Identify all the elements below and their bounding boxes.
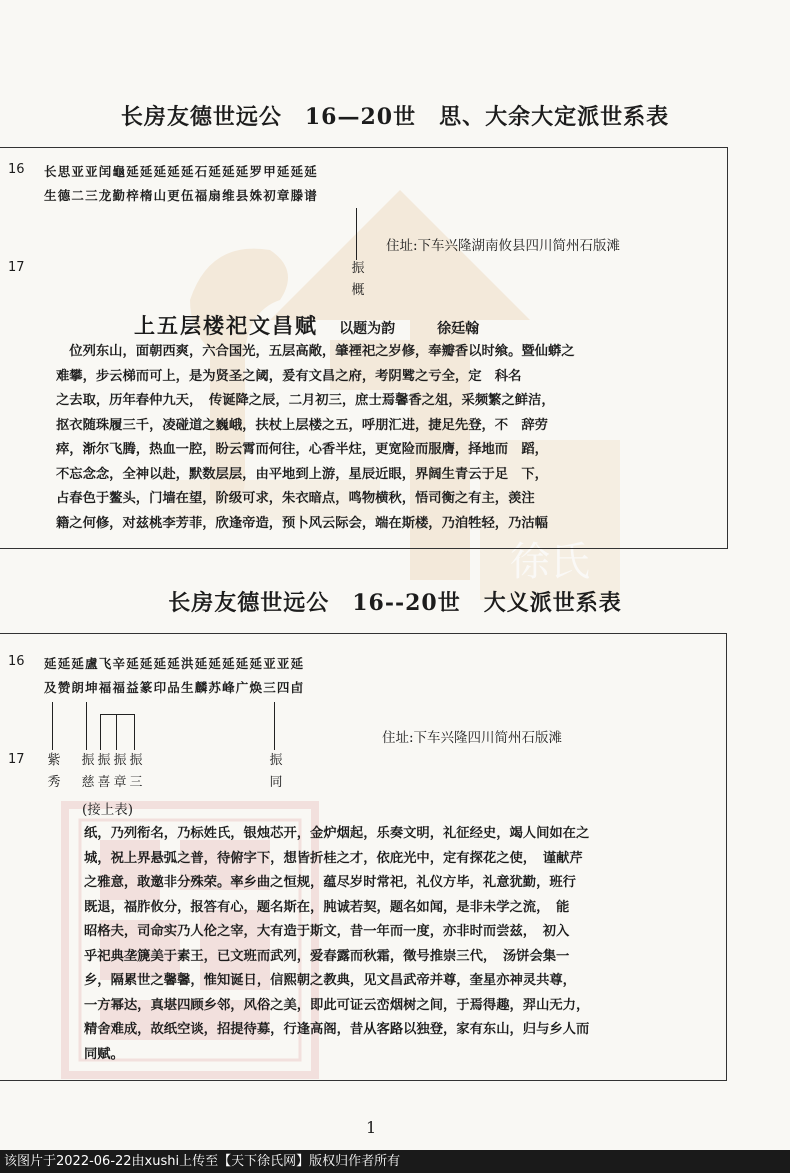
ancestor-names-row: 延延延盧飞辛延延延延洪延延延延延亚亚延 (44, 656, 305, 671)
ancestor-names-row-2: 生德二三龙勤梓楕山更伍福扇维县姝初章滕谱 (44, 188, 319, 203)
poem-line: 精舍难成，故纸空谈，招提待募，行逢高阁，昔从客路以独登，家有东山，归与乡人而 (84, 1022, 590, 1037)
child-name: 振同 (269, 753, 283, 790)
poem-line: 籍之何修，对兹桃李芳菲，欣逢帝造，预卜风云际会，端在斯楼，乃洎牲轻，乃沽幅 (56, 515, 548, 531)
poem-line: 昭格夫，司命实乃人伦之宰，大有造于斯文，昔一年而一度，亦非时而尝兹， 初入 (84, 924, 570, 939)
section-title-dayi: 长房友德世远公 16--20世 大义派世系表 (168, 590, 622, 616)
child-name: 振概 (351, 261, 365, 298)
poem-line: 之雅意，敢邀非分殊荣。率乡曲之恒规，蕴尽岁时常祀，礼仪方毕，礼意犹勤，班行 (84, 875, 576, 890)
lineage-connector (100, 714, 134, 715)
child-name: 振章 (113, 753, 127, 790)
poem-line: 不忘念念，全神以赴，默数层层，由平地到上游，星辰近眼，界阔生青云于足 下， (56, 466, 548, 482)
generation-label-17: 17 (8, 260, 25, 275)
poem-line: 乎祀典垄篪美于素王，已文班而武列，爱春露而秋霜，徵号推崇三代， 汤饼会集一 (84, 948, 570, 964)
lineage-connector (100, 714, 101, 750)
ancestor-names-row-2: 及赞朗坤福福益篆印品生麟苏峰广焕三四卣 (44, 680, 305, 695)
address-text: 住址:下车兴隆四川简州石版滩 (382, 730, 563, 746)
poem-line: 难攀，步云梯而可上，是为贤圣之阈，爰有文昌之府，考阴骘之亏全，定 科名 (56, 368, 522, 384)
child-name: 振喜 (97, 753, 111, 790)
poem-line: 抠衣随珠履三千，凌碰道之巍峨，扶杖上层楼之五，呼朋汇进，捷足先登，不 辞劳 (56, 417, 548, 433)
poem-line: 占春色于鳌头，门墙在望，阶级可求，朱衣暗点，鸣物横秋，悟司衡之有主，羡注 (56, 491, 535, 506)
poem-subtitle: 以题为韵 徐廷翰 (339, 321, 480, 337)
poem-line: 位列东山，面朝西爽，六合国光，五层高敞，肇禋祀之岁修，奉瓣香以时飨。暨仙蟒之 (56, 344, 575, 359)
genealogy-table-sidian (0, 147, 728, 549)
lineage-connector (274, 702, 275, 750)
svg-text:徐氏: 徐氏 (510, 539, 590, 585)
page-number: 1 (366, 1118, 377, 1137)
continued-note: (接上表) (82, 802, 134, 818)
child-name: 紫秀 (47, 753, 61, 790)
lineage-connector (52, 702, 53, 750)
poem-line: 一方幂达，真堪四顾乡邻，风俗之美，即此可证云峦烟树之间，于焉得趣，羿山无力， (84, 997, 590, 1013)
section-title-sidian: 长房友德世远公 16—20世 思、大余大定派世系表 (120, 104, 670, 130)
poem-line: 瘁，渐尔飞腾，热血一腔，盼云霄而何往，心香半炷，更宽险而服膺，择地而 蹈， (56, 442, 548, 457)
upload-credit-bar: 该图片于2022-06-22由xushi上传至【天下徐氏网】版权归作者所有 (0, 1150, 790, 1173)
poem-line: 之去取，历年春仲九天， 传诞降之辰，二月初三，庶士焉馨香之俎，采频繁之鲜洁， (56, 393, 555, 408)
lineage-connector (116, 714, 117, 750)
poem-title-line (134, 310, 479, 340)
poem-line: 同赋。 (84, 1046, 124, 1062)
child-name: 振慈 (81, 753, 95, 790)
poem-body-part2 (84, 822, 589, 1067)
ancestor-names-row: 长思亚亚闰龜延延延延延石延延延罗甲延延延 (44, 164, 319, 179)
generation-label-17: 17 (8, 752, 25, 767)
poem-line: 乡，隔累世之馨馨，惟知诞日，信熙朝之教典，见文昌武帝并尊，奎星亦神灵共尊， (84, 973, 576, 988)
poem-title: 上五层楼祀文昌赋 (134, 313, 318, 338)
generation-label-16: 16 (8, 654, 25, 669)
poem-line: 既退，福胙攸分，报答有心，题名斯在，肫诚若契，题名如闻，是非未学之流， 能 (84, 899, 570, 915)
generation-label-16: 16 (8, 162, 25, 177)
child-name: 振三 (129, 753, 143, 790)
lineage-connector (134, 714, 135, 750)
poem-line: 城，祝上界悬弧之普，待俯字下，想皆折桂之才，依庇光中，定有探花之使， 谨献芹 (84, 850, 583, 866)
lineage-connector (356, 208, 357, 260)
address-text: 住址:下车兴隆湖南攸县四川简州石版滩 (386, 238, 621, 254)
genealogy-table-dayi (0, 633, 727, 1081)
lineage-connector (86, 702, 87, 750)
poem-body-part1 (56, 340, 575, 536)
poem-line: 纸，乃列衔名，乃标姓氏，银烛芯开，金炉烟起，乐奏文明，礼征经史，竭人间如在之 (84, 826, 590, 841)
